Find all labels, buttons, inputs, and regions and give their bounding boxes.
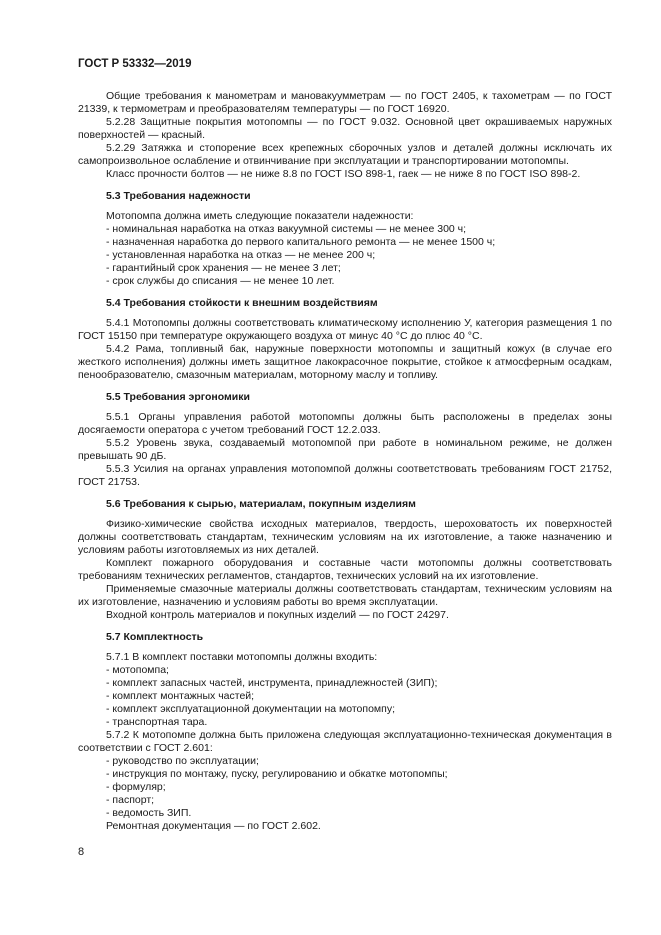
paragraph-5-7-1: 5.7.1 В комплект поставки мотопомпы должны входить: (106, 651, 378, 663)
paragraph-5-2-29: 5.2.29 Затяжка и стопорение всех крепежных сборочных узлов и деталей должны исключать их самопроизвольное ослабление и отвинчивание при эксплуатации и транспортировании мотопомпы. (78, 142, 612, 167)
document-header: ГОСТ Р 53332—2019 (78, 58, 192, 70)
list-item: - назначенная наработка до первого капитального ремонта — не менее 1500 ч; (106, 236, 496, 248)
paragraph-5-5-3: 5.5.3 Усилия на органах управления мотопомпой должны соответствовать требованиям ГОСТ 21752, ГОСТ 21753. (78, 463, 612, 488)
list-item: - инструкция по монтажу, пуску, регулированию и обкатке мотопомпы; (106, 768, 448, 780)
section-heading-5-6: 5.6 Требования к сырью, материалам, покупным изделиям (106, 498, 416, 510)
paragraph-5-2-28: 5.2.28 Защитные покрытия мотопомпы — по ГОСТ 9.032. Основной цвет окрашиваемых наружных поверхностей — красный. (78, 116, 612, 141)
paragraph-5-7-2: 5.7.2 К мотопомпе должна быть приложена следующая эксплуатационно-техническая документация в соответствии с ГОСТ 2.601: (78, 729, 612, 754)
paragraph-repair-docs: Ремонтная документация — по ГОСТ 2.602. (106, 820, 321, 832)
paragraph-lubricants: Применяемые смазочные материалы должны соответствовать стандартам, техническим условиям на их изготовление, назначению и условиям работы во время эксплуатации. (78, 583, 612, 608)
list-item: - комплект монтажных частей; (106, 690, 255, 702)
page-body (78, 90, 612, 833)
list-item: - транспортная тара. (106, 716, 208, 728)
paragraph-incoming-control: Входной контроль материалов и покупных изделий — по ГОСТ 24297. (106, 609, 449, 621)
list-item: - номинальная наработка на отказ вакуумной системы — не менее 300 ч; (106, 223, 467, 235)
list-item: - гарантийный срок хранения — не менее 3 лет; (106, 262, 341, 274)
paragraph-5-4-1: 5.4.1 Мотопомпы должны соответствовать климатическому исполнению У, категория размещения 1 по ГОСТ 15150 при температуре окружающего воздуха от минус 40 °С до плюс 40 °С. (78, 317, 612, 342)
paragraph-gauges: Общие требования к манометрам и мановакуумметрам — по ГОСТ 2405, к тахометрам — по ГОСТ 21339, к термометрам и преобразователям температуры — по ГОСТ 16920. (78, 90, 612, 115)
paragraph-reliability-intro: Мотопомпа должна иметь следующие показатели надежности: (106, 210, 414, 222)
paragraph-5-4-2: 5.4.2 Рама, топливный бак, наружные поверхности мотопомпы и защитный кожух (в случае его жесткого исполнения) должны иметь защитное лакокрасочное покрытие, стойкое к атмосферным осадкам, пенообразователю, смазочным материалам, моторному маслу и топливу. (78, 343, 612, 381)
list-item: - комплект запасных частей, инструмента, принадлежностей (ЗИП); (106, 677, 438, 689)
section-heading-5-5: 5.5 Требования эргономики (106, 391, 250, 403)
paragraph-fire-equipment: Комплект пожарного оборудования и составные части мотопомпы должны соответствовать требованиям технических регламентов, стандартов, технических условий на их изготовление. (78, 557, 612, 582)
paragraph-bolt-class: Класс прочности болтов — не ниже 8.8 по ГОСТ ISO 898-1, гаек — не ниже 8 по ГОСТ ISO 898-2. (106, 168, 581, 180)
paragraph-materials: Физико-химические свойства исходных материалов, твердость, шероховатость их поверхностей должны соответствовать стандартам, техническим условиям на их изготовление, а также назначению и условиям работы изготовляемых из них деталей. (78, 518, 612, 556)
list-item: - ведомость ЗИП. (106, 807, 192, 819)
list-item: - комплект эксплуатационной документации на мотопомпу; (106, 703, 395, 715)
page-number: 8 (78, 846, 85, 858)
list-item: - руководство по эксплуатации; (106, 755, 259, 767)
section-heading-5-4: 5.4 Требования стойкости к внешним воздействиям (106, 297, 378, 309)
list-item: - срок службы до списания — не менее 10 лет. (106, 275, 335, 287)
section-heading-5-7: 5.7 Комплектность (106, 631, 204, 643)
list-item: - мотопомпа; (106, 664, 169, 676)
paragraph-5-5-2: 5.5.2 Уровень звука, создаваемый мотопомпой при работе в номинальном режиме, не должен превышать 90 дБ. (78, 437, 612, 462)
section-heading-5-3: 5.3 Требования надежности (106, 190, 251, 202)
list-item: - паспорт; (106, 794, 155, 806)
paragraph-5-5-1: 5.5.1 Органы управления работой мотопомпы должны быть расположены в пределах зоны досягаемости оператора с учетом требований ГОСТ 12.2.033. (78, 411, 612, 436)
list-item: - формуляр; (106, 781, 166, 793)
list-item: - установленная наработка на отказ — не менее 200 ч; (106, 249, 376, 261)
